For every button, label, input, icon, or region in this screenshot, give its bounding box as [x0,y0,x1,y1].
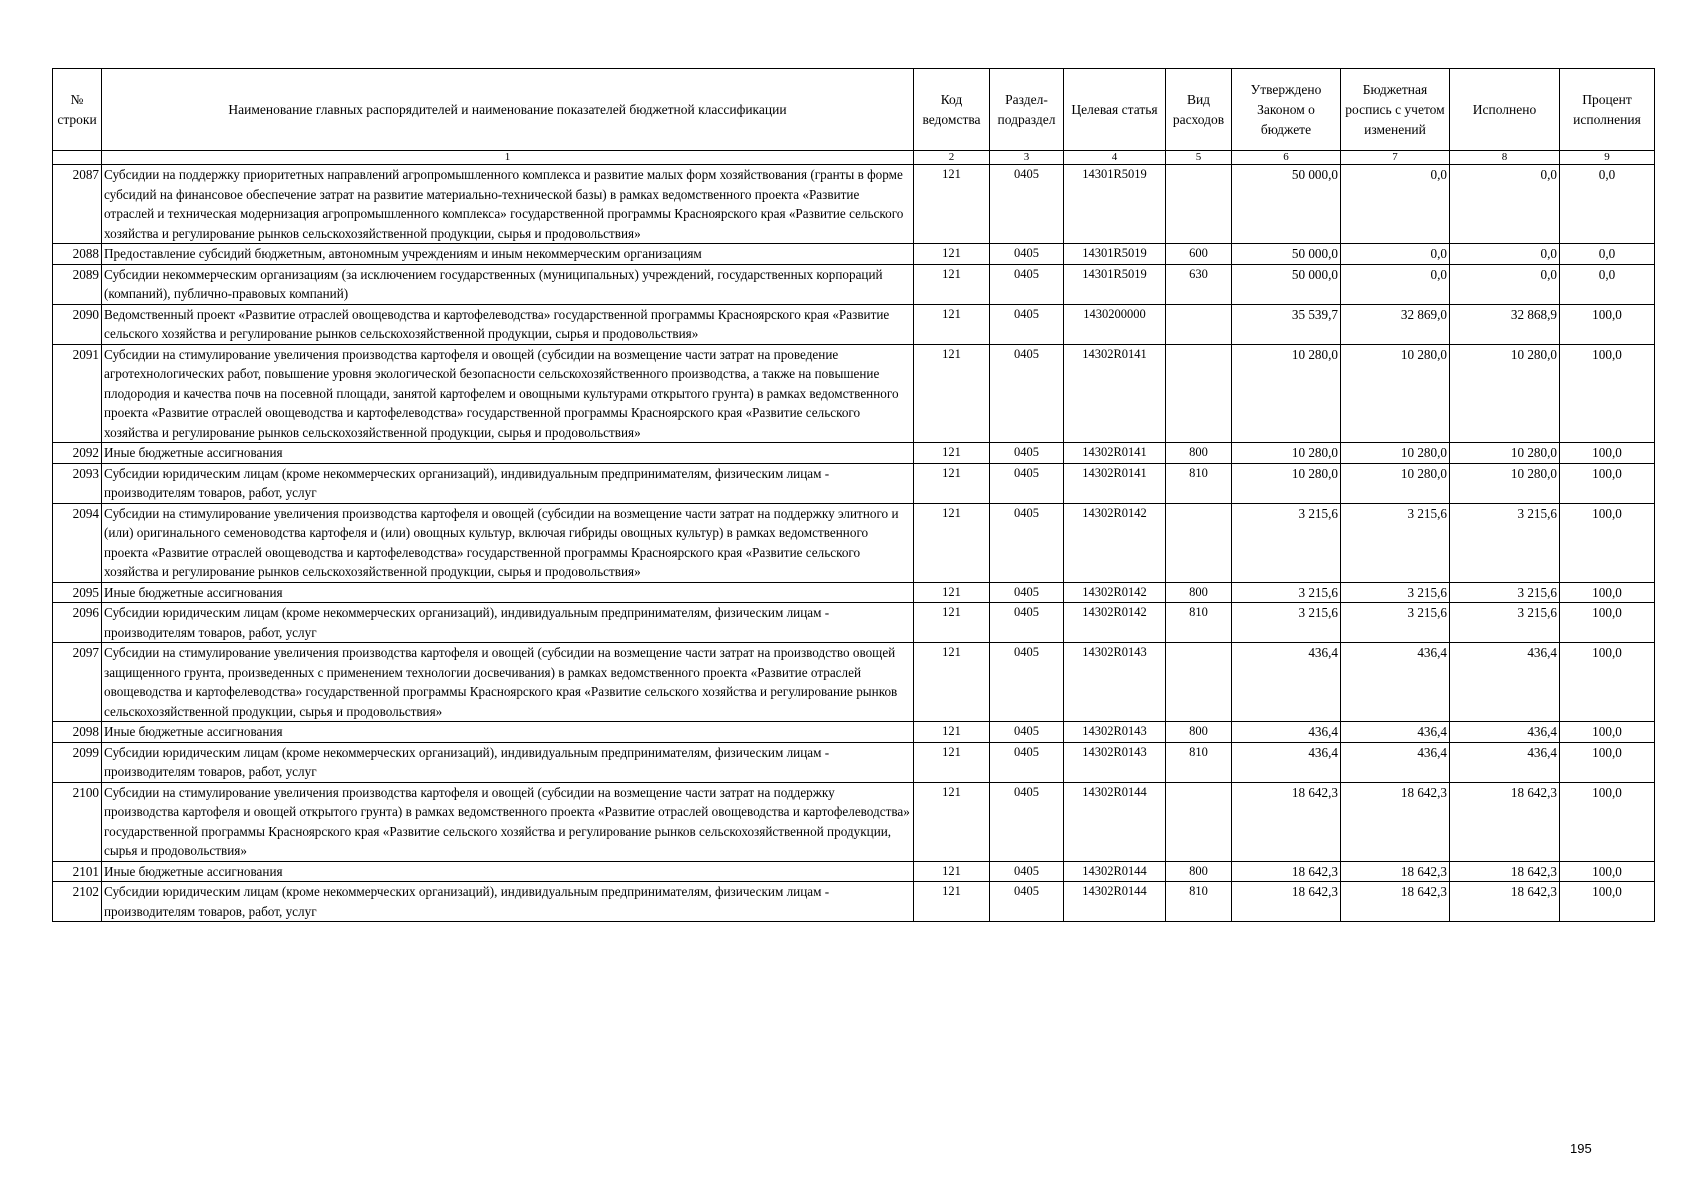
executed-amount-cell: 0,0 [1450,165,1560,244]
executed-amount-cell: 436,4 [1450,742,1560,782]
target-article-cell: 14302R0144 [1064,782,1166,861]
dept-code-cell: 121 [914,861,990,882]
indicator-name-cell: Иные бюджетные ассигнования [102,722,914,743]
section-cell: 0405 [990,463,1064,503]
dept-code-cell: 121 [914,503,990,582]
execution-percent-cell: 100,0 [1560,643,1655,722]
dept-code-cell: 121 [914,643,990,722]
dept-code-cell: 121 [914,443,990,464]
execution-percent-cell: 100,0 [1560,463,1655,503]
row-number-cell: 2088 [53,244,102,265]
approved-amount-cell: 10 280,0 [1232,443,1341,464]
budget-schedule-cell: 0,0 [1341,244,1450,265]
indicator-name-cell: Предоставление субсидий бюджетным, автономным учреждениям и иным некоммерческим организациям [102,244,914,265]
expense-type-cell [1166,503,1232,582]
expense-type-cell: 630 [1166,264,1232,304]
expense-type-cell: 800 [1166,861,1232,882]
indicator-name-cell: Иные бюджетные ассигнования [102,861,914,882]
table-row [53,244,1655,265]
executed-amount-cell: 10 280,0 [1450,463,1560,503]
approved-amount-cell: 10 280,0 [1232,344,1341,443]
budget-report-page [52,68,1654,922]
target-article-cell: 14302R0142 [1064,603,1166,643]
section-cell: 0405 [990,304,1064,344]
executed-amount-cell: 3 215,6 [1450,582,1560,603]
column-number: 4 [1064,151,1166,165]
executed-amount-cell: 436,4 [1450,722,1560,743]
target-article-cell: 14301R5019 [1064,244,1166,265]
expense-type-cell: 810 [1166,742,1232,782]
row-number-cell: 2096 [53,603,102,643]
approved-amount-cell: 50 000,0 [1232,264,1341,304]
table-row [53,582,1655,603]
approved-amount-cell: 436,4 [1232,722,1341,743]
section-cell: 0405 [990,742,1064,782]
header-target: Целевая статья [1064,69,1166,151]
indicator-name-cell: Субсидии на стимулирование увеличения производства картофеля и овощей (субсидии на возмещение части затрат на поддержку элитного и (или) оригинального семеноводства картофеля и (или) овощных культур, включая гибриды овощных культур) в рамках ведомственного проекта «Развитие отраслей овощеводства и картофелеводства» государственной программы Красноярского края «Развитие сельского хозяйства и регулирование рынков сельскохозяйственной продукции, сырья и продовольствия» [102,503,914,582]
table-body [53,165,1655,922]
dept-code-cell: 121 [914,582,990,603]
executed-amount-cell: 10 280,0 [1450,443,1560,464]
column-number: 1 [102,151,914,165]
table-row [53,861,1655,882]
column-number: 9 [1560,151,1655,165]
column-number: 2 [914,151,990,165]
indicator-name-cell: Субсидии юридическим лицам (кроме некоммерческих организаций), индивидуальным предпринимателям, физическим лицам - производителям товаров, работ, услуг [102,463,914,503]
indicator-name-cell: Субсидии на стимулирование увеличения производства картофеля и овощей (субсидии на возмещение части затрат на производство овощей защищенного грунта, произведенных с применением технологии досвечивания) в рамках ведомственного проекта «Развитие отраслей овощеводства и картофелеводства» государственной программы Красноярского края «Развитие сельского хозяйства и регулирование рынков сельскохозяйственной продукции, сырья и продовольствия» [102,643,914,722]
row-number-cell: 2094 [53,503,102,582]
dept-code-cell: 121 [914,165,990,244]
section-cell: 0405 [990,722,1064,743]
expense-type-cell: 810 [1166,882,1232,922]
target-article-cell: 14302R0142 [1064,582,1166,603]
header-name: Наименование главных распорядителей и наименование показателей бюджетной классификации [102,69,914,151]
executed-amount-cell: 18 642,3 [1450,782,1560,861]
approved-amount-cell: 3 215,6 [1232,503,1341,582]
column-number [53,151,102,165]
row-number-cell: 2092 [53,443,102,464]
indicator-name-cell: Субсидии юридическим лицам (кроме некоммерческих организаций), индивидуальным предпринимателям, физическим лицам - производителям товаров, работ, услуг [102,603,914,643]
target-article-cell: 14301R5019 [1064,264,1166,304]
executed-amount-cell: 10 280,0 [1450,344,1560,443]
execution-percent-cell: 100,0 [1560,603,1655,643]
row-number-cell: 2095 [53,582,102,603]
expense-type-cell [1166,344,1232,443]
header-expense-type: Вид расходов [1166,69,1232,151]
indicator-name-cell: Субсидии на стимулирование увеличения производства картофеля и овощей (субсидии на возмещение части затрат на проведение агротехнологических работ, повышение уровня экологической безопасности сельскохозяйственного производства, а также на повышение плодородия и качества почв на посевной площади, занятой картофелем и овощными культурами открытого грунта) в рамках ведомственного проекта «Развитие отраслей овощеводства и картофелеводства» государственной программы Красноярского края «Развитие сельского хозяйства и регулирование рынков сельскохозяйственной продукции, сырья и продовольствия» [102,344,914,443]
header-approved: Утверждено Законом о бюджете [1232,69,1341,151]
approved-amount-cell: 10 280,0 [1232,463,1341,503]
budget-schedule-cell: 18 642,3 [1341,861,1450,882]
executed-amount-cell: 436,4 [1450,643,1560,722]
expense-type-cell: 600 [1166,244,1232,265]
budget-schedule-cell: 0,0 [1341,264,1450,304]
budget-table [52,68,1655,922]
section-cell: 0405 [990,344,1064,443]
execution-percent-cell: 100,0 [1560,861,1655,882]
indicator-name-cell: Субсидии юридическим лицам (кроме некоммерческих организаций), индивидуальным предпринимателям, физическим лицам - производителям товаров, работ, услуг [102,742,914,782]
expense-type-cell: 800 [1166,722,1232,743]
budget-schedule-cell: 10 280,0 [1341,344,1450,443]
dept-code-cell: 121 [914,463,990,503]
column-number: 3 [990,151,1064,165]
table-row [53,742,1655,782]
indicator-name-cell: Иные бюджетные ассигнования [102,582,914,603]
section-cell: 0405 [990,861,1064,882]
expense-type-cell [1166,782,1232,861]
execution-percent-cell: 0,0 [1560,165,1655,244]
indicator-name-cell: Субсидии на поддержку приоритетных направлений агропромышленного комплекса и развитие малых форм хозяйствования (гранты в форме субсидий на финансовое обеспечение затрат на развитие материально-технической базы) в рамках ведомственного проекта «Развитие отраслей и техническая модернизация агропромышленного комплекса» государственной программы Красноярского края «Развитие сельского хозяйства и регулирование рынков сельскохозяйственной продукции, сырья и продовольствия» [102,165,914,244]
approved-amount-cell: 436,4 [1232,742,1341,782]
target-article-cell: 14302R0141 [1064,344,1166,443]
indicator-name-cell: Субсидии юридическим лицам (кроме некоммерческих организаций), индивидуальным предпринимателям, физическим лицам - производителям товаров, работ, услуг [102,882,914,922]
row-number-cell: 2102 [53,882,102,922]
target-article-cell: 14302R0143 [1064,722,1166,743]
budget-schedule-cell: 3 215,6 [1341,603,1450,643]
approved-amount-cell: 3 215,6 [1232,603,1341,643]
row-number-cell: 2097 [53,643,102,722]
approved-amount-cell: 3 215,6 [1232,582,1341,603]
budget-schedule-cell: 436,4 [1341,722,1450,743]
table-row [53,882,1655,922]
approved-amount-cell: 35 539,7 [1232,304,1341,344]
dept-code-cell: 121 [914,742,990,782]
budget-schedule-cell: 18 642,3 [1341,782,1450,861]
expense-type-cell: 800 [1166,443,1232,464]
section-cell: 0405 [990,165,1064,244]
column-numbers-row [53,151,1655,165]
header-budget-schedule: Бюджетная роспись с учетом изменений [1341,69,1450,151]
expense-type-cell: 810 [1166,463,1232,503]
dept-code-cell: 121 [914,244,990,265]
budget-schedule-cell: 436,4 [1341,742,1450,782]
header-row [53,69,1655,151]
approved-amount-cell: 50 000,0 [1232,165,1341,244]
table-row [53,603,1655,643]
table-row [53,463,1655,503]
execution-percent-cell: 100,0 [1560,782,1655,861]
page-number: 195 [1570,1141,1592,1156]
target-article-cell: 14302R0142 [1064,503,1166,582]
executed-amount-cell: 0,0 [1450,264,1560,304]
executed-amount-cell: 0,0 [1450,244,1560,265]
indicator-name-cell: Иные бюджетные ассигнования [102,443,914,464]
header-row-no: № строки [53,69,102,151]
approved-amount-cell: 436,4 [1232,643,1341,722]
section-cell: 0405 [990,603,1064,643]
dept-code-cell: 121 [914,882,990,922]
dept-code-cell: 121 [914,344,990,443]
table-header [53,69,1655,165]
execution-percent-cell: 100,0 [1560,503,1655,582]
target-article-cell: 1430200000 [1064,304,1166,344]
dept-code-cell: 121 [914,304,990,344]
row-number-cell: 2090 [53,304,102,344]
column-number: 5 [1166,151,1232,165]
target-article-cell: 14301R5019 [1064,165,1166,244]
table-row [53,304,1655,344]
column-number: 6 [1232,151,1341,165]
row-number-cell: 2093 [53,463,102,503]
executed-amount-cell: 18 642,3 [1450,861,1560,882]
table-row [53,643,1655,722]
budget-schedule-cell: 3 215,6 [1341,503,1450,582]
execution-percent-cell: 100,0 [1560,722,1655,743]
expense-type-cell [1166,304,1232,344]
section-cell: 0405 [990,582,1064,603]
approved-amount-cell: 18 642,3 [1232,861,1341,882]
dept-code-cell: 121 [914,264,990,304]
budget-schedule-cell: 436,4 [1341,643,1450,722]
header-percent: Процент исполнения [1560,69,1655,151]
budget-schedule-cell: 18 642,3 [1341,882,1450,922]
executed-amount-cell: 32 868,9 [1450,304,1560,344]
budget-schedule-cell: 32 869,0 [1341,304,1450,344]
executed-amount-cell: 18 642,3 [1450,882,1560,922]
expense-type-cell [1166,643,1232,722]
execution-percent-cell: 100,0 [1560,742,1655,782]
row-number-cell: 2089 [53,264,102,304]
section-cell: 0405 [990,782,1064,861]
dept-code-cell: 121 [914,603,990,643]
row-number-cell: 2098 [53,722,102,743]
budget-schedule-cell: 0,0 [1341,165,1450,244]
table-row [53,264,1655,304]
section-cell: 0405 [990,503,1064,582]
approved-amount-cell: 50 000,0 [1232,244,1341,265]
header-section: Раздел-подраздел [990,69,1064,151]
expense-type-cell: 800 [1166,582,1232,603]
header-dept-code: Код ведомства [914,69,990,151]
header-executed: Исполнено [1450,69,1560,151]
target-article-cell: 14302R0143 [1064,742,1166,782]
approved-amount-cell: 18 642,3 [1232,882,1341,922]
target-article-cell: 14302R0143 [1064,643,1166,722]
execution-percent-cell: 0,0 [1560,244,1655,265]
dept-code-cell: 121 [914,722,990,743]
section-cell: 0405 [990,643,1064,722]
indicator-name-cell: Ведомственный проект «Развитие отраслей овощеводства и картофелеводства» государственной программы Красноярского края «Развитие сельского хозяйства и регулирование рынков сельскохозяйственной продукции, сырья и продовольствия» [102,304,914,344]
expense-type-cell [1166,165,1232,244]
target-article-cell: 14302R0144 [1064,882,1166,922]
execution-percent-cell: 100,0 [1560,344,1655,443]
target-article-cell: 14302R0141 [1064,463,1166,503]
execution-percent-cell: 100,0 [1560,882,1655,922]
approved-amount-cell: 18 642,3 [1232,782,1341,861]
table-row [53,503,1655,582]
table-row [53,344,1655,443]
target-article-cell: 14302R0141 [1064,443,1166,464]
execution-percent-cell: 0,0 [1560,264,1655,304]
row-number-cell: 2087 [53,165,102,244]
row-number-cell: 2101 [53,861,102,882]
budget-schedule-cell: 10 280,0 [1341,443,1450,464]
expense-type-cell: 810 [1166,603,1232,643]
column-number: 7 [1341,151,1450,165]
table-row [53,443,1655,464]
target-article-cell: 14302R0144 [1064,861,1166,882]
budget-schedule-cell: 3 215,6 [1341,582,1450,603]
execution-percent-cell: 100,0 [1560,582,1655,603]
section-cell: 0405 [990,882,1064,922]
execution-percent-cell: 100,0 [1560,304,1655,344]
table-row [53,722,1655,743]
execution-percent-cell: 100,0 [1560,443,1655,464]
row-number-cell: 2091 [53,344,102,443]
executed-amount-cell: 3 215,6 [1450,603,1560,643]
table-row [53,782,1655,861]
section-cell: 0405 [990,264,1064,304]
dept-code-cell: 121 [914,782,990,861]
section-cell: 0405 [990,443,1064,464]
executed-amount-cell: 3 215,6 [1450,503,1560,582]
column-number: 8 [1450,151,1560,165]
row-number-cell: 2100 [53,782,102,861]
table-row [53,165,1655,244]
indicator-name-cell: Субсидии некоммерческим организациям (за исключением государственных (муниципальных) учреждений, государственных корпораций (компаний), публично-правовых компаний) [102,264,914,304]
section-cell: 0405 [990,244,1064,265]
budget-schedule-cell: 10 280,0 [1341,463,1450,503]
indicator-name-cell: Субсидии на стимулирование увеличения производства картофеля и овощей (субсидии на возмещение части затрат на поддержку производства картофеля и овощей открытого грунта) в рамках ведомственного проекта «Развитие отраслей овощеводства и картофелеводства» государственной программы Красноярского края «Развитие сельского хозяйства и регулирование рынков сельскохозяйственной продукции, сырья и продовольствия» [102,782,914,861]
row-number-cell: 2099 [53,742,102,782]
